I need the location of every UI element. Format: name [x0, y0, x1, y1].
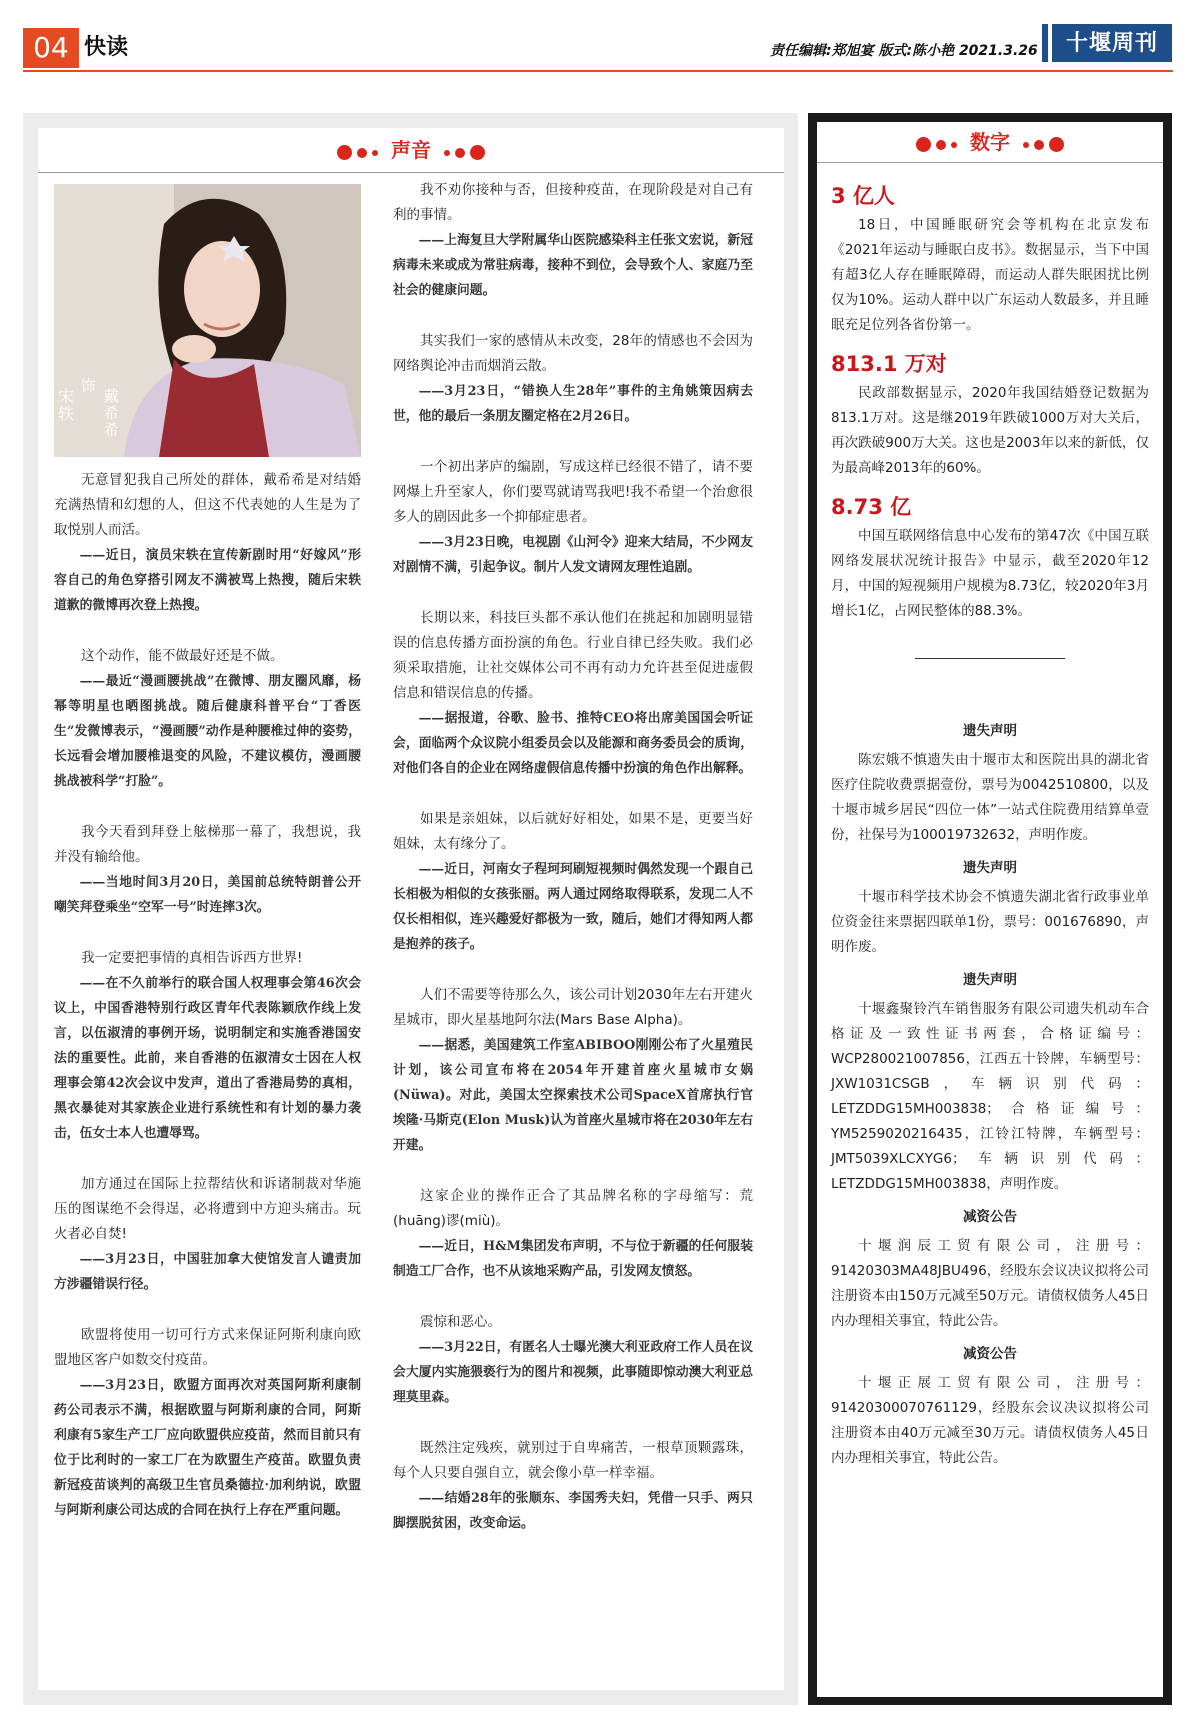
paragraph-gap: [393, 580, 753, 606]
paragraph-gap: [393, 781, 753, 807]
paragraph-gap: [393, 957, 753, 983]
quote-text: 这个动作，能不做最好还是不做。: [81, 648, 284, 664]
notice-title: 减资公告: [963, 1346, 1017, 1362]
paragraph-gap: [393, 429, 753, 455]
stat-description: 中国互联网络信息中心发布的第47次《中国互联网络发展状况统计报告》中显示，截至2020年12月，中国的短视频用户规模为8.73亿，较2020年3月增长1亿，占网民整体的88.3%。: [831, 528, 1149, 619]
quote-text: 其实我们一家的感情从未改变，28年的情感也不会因为网络舆论冲击而烟消云散。: [393, 333, 753, 374]
caption-as: 饰: [80, 377, 96, 395]
notice-title: 减资公告: [963, 1209, 1017, 1225]
red-dot-icon: [1034, 140, 1044, 150]
stat-figure: 3 亿人: [831, 184, 895, 208]
red-dot-icon: [951, 142, 957, 148]
quote-source-note: ——3月22日，有匿名人士曝光澳大利亚政府工作人员在议会大厦内实施猥亵行为的图片和视频，此事随即惊动澳大利亚总理莫里森。: [393, 1340, 753, 1405]
notice-body: 十堰润辰工贸有限公司，注册号：91420303MA48JBU496，经股东会议决议拟将公司注册资本由150万元减至50万元。请债权债务人45日内办理相关事宜，特此公告。: [831, 1238, 1149, 1329]
red-dot-icon: [337, 145, 352, 160]
notice-title: 遗失声明: [963, 972, 1017, 988]
numbers-panel: [817, 122, 1163, 1697]
quote-source-note: ——3月23日，“错换人生28年”事件的主角姚策因病去世，他的最后一条朋友圈定格在2月26日。: [393, 384, 753, 424]
section-name: 快读: [84, 35, 129, 60]
red-dot-icon: [470, 145, 485, 160]
voices-header: [38, 128, 784, 173]
quote-source-note: ——据报道，谷歌、脸书、推特CEO将出席美国国会听证会，面临两个众议院小组委员会以及能源和商务委员会的质询，对他们各自的企业在网络虚假信息传播中扮演的角色作出解释。: [393, 711, 753, 776]
stat-figure: 813.1 万对: [831, 352, 947, 376]
quote-text: 既然注定残疾，就别过于自卑痛苦，一根草顶颗露珠，每个人只要自强自立，就会像小草一样幸福。: [393, 1440, 753, 1481]
voices-column-2: [393, 178, 753, 1536]
stat-figure: 8.73 亿: [831, 495, 912, 519]
paragraph-gap: [393, 1284, 753, 1310]
stat-description: 民政部数据显示，2020年我国结婚登记数据为813.1万对。这是继2019年跌破1000万对大关后，再次跌破900万大关。这也是2003年以来的新低，仅为最高峰2013年的60%。: [831, 385, 1149, 476]
quote-text: 我不劝你接种与否，但接种疫苗，在现阶段是对自己有利的事情。: [393, 182, 753, 223]
quote-source-note: ——上海复旦大学附属华山医院感染科主任张文宏说，新冠病毒未来或成为常驻病毒，接种不到位，会导致个人、家庭乃至社会的健康问题。: [393, 233, 753, 298]
quote-text: 人们不需要等待那么久，该公司计划2030年左右开建火星城市，即火星基地阿尔法(Mars Base Alpha)。: [393, 987, 753, 1028]
paragraph-gap: [393, 303, 753, 329]
red-dot-icon: [916, 137, 931, 152]
quote-text: 加方通过在国际上拉帮结伙和诉诸制裁对华施压的图谋绝不会得逞，必将遭到中方迎头痛击。玩火者必自焚!: [54, 1176, 361, 1242]
paragraph-gap: [54, 794, 361, 820]
quote-text: 我今天看到拜登上舷梯那一幕了，我想说，我并没有输给他。: [54, 824, 361, 865]
quote-text: 这家企业的操作正合了其品牌名称的字母缩写：荒(huāng)谬(miù)。: [393, 1188, 753, 1229]
newspaper-logo: 十堰周刊: [1052, 24, 1172, 62]
quote-source-note: ——3月23日，欧盟方面再次对英国阿斯利康制药公司表示不满，根据欧盟与阿斯利康的合同，阿斯利康有5家生产工厂应向欧盟供应疫苗，然而目前只有位于比利时的一家工厂在为欧盟生产疫苗。欧盟负责新冠疫苗谈判的高级卫生官员桑德拉·加利纳说，欧盟与阿斯利康公司达成的合同在执行上存在严重问题。: [54, 1378, 361, 1518]
quote-text: 如果是亲姐妹，以后就好好相处，如果不是，更要当好姐妹，太有缘分了。: [393, 811, 753, 852]
quote-source-note: ——3月23日晚，电视剧《山河令》迎来大结局，不少网友对剧情不满，引起争议。制片人发文请网友理性追剧。: [393, 535, 753, 575]
paragraph-gap: [54, 920, 361, 946]
quote-source-note: ——3月23日，中国驻加拿大使馆发言人谴责加方涉疆错误行径。: [54, 1252, 361, 1292]
quote-source-note: ——在不久前举行的联合国人权理事会第46次会议上，中国香港特别行政区青年代表陈颖欣作线上发言，以伍淑清的事例开场，说明制定和实施香港国安法的重要性。此前，来自香港的伍淑清女士因在人权理事会第42次会议中发声，道出了香港局势的真相，黑衣暴徒对其家族企业进行系统性和有计划的暴力袭击，伍女士本人也遭辱骂。: [54, 976, 361, 1141]
quote-text: 无意冒犯我自己所处的群体，戴希希是对结婚充满热情和幻想的人，但这不代表她的人生是为了取悦别人而活。: [54, 472, 361, 538]
quote-text: 欧盟将使用一切可行方式来保证阿斯利康向欧盟地区客户如数交付疫苗。: [54, 1327, 361, 1368]
photo-caption: [58, 377, 122, 439]
paragraph-gap: [54, 1146, 361, 1172]
header-rule: [23, 70, 1173, 72]
stat-description: 18日，中国睡眠研究会等机构在北京发布《2021年运动与睡眠白皮书》。数据显示，当下中国有超3亿人存在睡眠障碍，而运动人群失眠困扰比例仅为10%。运动人群中以广东运动人数最多，并且睡眠充足位列各省份第一。: [831, 217, 1149, 333]
quote-text: 我一定要把事情的真相告诉西方世界!: [81, 950, 303, 966]
voices-panel: [38, 128, 784, 1690]
paragraph-gap: [54, 618, 361, 644]
quote-text: 震惊和恶心。: [420, 1314, 501, 1330]
caption-actor: 宋轶: [58, 387, 75, 423]
quote-source-note: ——结婚28年的张顺东、李国秀夫妇，凭借一只手、两只脚摆脱贫困，改变命运。: [393, 1491, 753, 1531]
page-number: 04: [23, 28, 79, 68]
quote-text: 长期以来，科技巨头都不承认他们在挑起和加剧明显错误的信息传播方面扮演的角色。行业自律已经失败。我们必须采取措施，让社交媒体公司不再有动力允许甚至促进虚假信息和错误信息的传播。: [393, 610, 753, 701]
red-dot-icon: [936, 140, 946, 150]
quote-source-note: ——最近“漫画腰挑战”在微博、朋友圈风靡，杨幂等明星也晒图挑战。随后健康科普平台“丁香医生”发微博表示，“漫画腰”动作是种腰椎过伸的姿势，长远看会增加腰椎退变的风险，不建议模仿，漫画腰挑战被科学“打脸”。: [54, 674, 361, 789]
notice-body: 十堰鑫聚铃汽车销售服务有限公司遗失机动车合格证及一致性证书两套，合格证编号：WCP280021007856，江西五十铃牌，车辆型号：JXW1031CSGB，车辆识别代码：LETZDDG15MH003838；合格证编号：YM5259020216435，江铃江特牌，车辆型号：JMT5039XLCXYG6；车辆识别代码：LETZDDG15MH003838，声明作废。: [831, 1001, 1149, 1192]
voices-column-1: [54, 468, 361, 1523]
notice-title: 遗失声明: [963, 860, 1017, 876]
notice-title: 遗失声明: [963, 723, 1017, 739]
numbers-content: [831, 178, 1149, 1471]
numbers-title: 数字: [970, 130, 1010, 154]
paragraph-gap: [54, 1297, 361, 1323]
red-dot-icon: [357, 148, 367, 158]
quote-source-note: ——据悉，美国建筑工作室ABIBOO刚刚公布了火星殖民计划，该公司宣布将在2054年开建首座火星城市女娲(Nüwa)。对此，美国太空探索技术公司SpaceX首席执行官埃隆·马斯克(Elon Musk)认为首座火星城市将在2030年左右开建。: [393, 1038, 753, 1153]
quote-source-note: ——近日，河南女子程珂珂刷短视频时偶然发现一个跟自己长相极为相似的女孩张丽。两人通过网络取得联系，发现二人不仅长相相似，连兴趣爱好都极为一致，随后，她们才得知两人都是抱养的孩子。: [393, 862, 753, 952]
quote-source-note: ——近日，演员宋轶在宣传新剧时用“好嫁风”形容自己的角色穿搭引网友不满被骂上热搜，随后宋轶道歉的微博再次登上热搜。: [54, 548, 361, 613]
notice-body: 十堰市科学技术协会不慎遗失湖北省行政事业单位资金往来票据四联单1份，票号：001676890，声明作废。: [831, 889, 1149, 955]
red-dot-icon: [444, 150, 450, 156]
red-dot-icon: [372, 150, 378, 156]
actress-photo: [54, 184, 361, 457]
paragraph-gap: [393, 1410, 753, 1436]
voices-title: 声音: [391, 138, 431, 162]
paragraph-gap: [393, 1158, 753, 1184]
red-dot-icon: [1049, 137, 1064, 152]
section-divider: [915, 658, 1065, 659]
quote-source-note: ——当地时间3月20日，美国前总统特朗普公开嘲笑拜登乘坐“空军一号”时连摔3次。: [54, 875, 361, 915]
quote-text: 一个初出茅庐的编剧，写成这样已经很不错了，请不要网爆上升至家人，你们要骂就请骂我吧!我不希望一个治愈很多人的剧因此多一个抑郁症患者。: [393, 459, 753, 525]
notice-body: 十堰正展工贸有限公司，注册号：91420300070761129，经股东会议决议拟将公司注册资本由40万元减至30万元。请债权债务人45日内办理相关事宜，特此公告。: [831, 1375, 1149, 1466]
red-dot-icon: [1023, 142, 1029, 148]
editor-info: 责任编辑:郑旭宴 版式:陈小艳 2021.3.26: [770, 43, 1038, 59]
numbers-header: [817, 122, 1163, 163]
red-dot-icon: [455, 148, 465, 158]
quote-source-note: ——近日，H&M集团发布声明，不与位于新疆的任何服装制造工厂合作，也不从该地采购产品，引发网友愤怒。: [393, 1239, 753, 1279]
notice-body: 陈宏娥不慎遗失由十堰市太和医院出具的湖北省医疗住院收费票据壹份，票号为0042510800，以及十堰市城乡居民“四位一体”一站式住院费用结算单壹份，社保号为100019732632，声明作废。: [831, 752, 1149, 843]
caption-role: 戴希希: [103, 387, 119, 439]
